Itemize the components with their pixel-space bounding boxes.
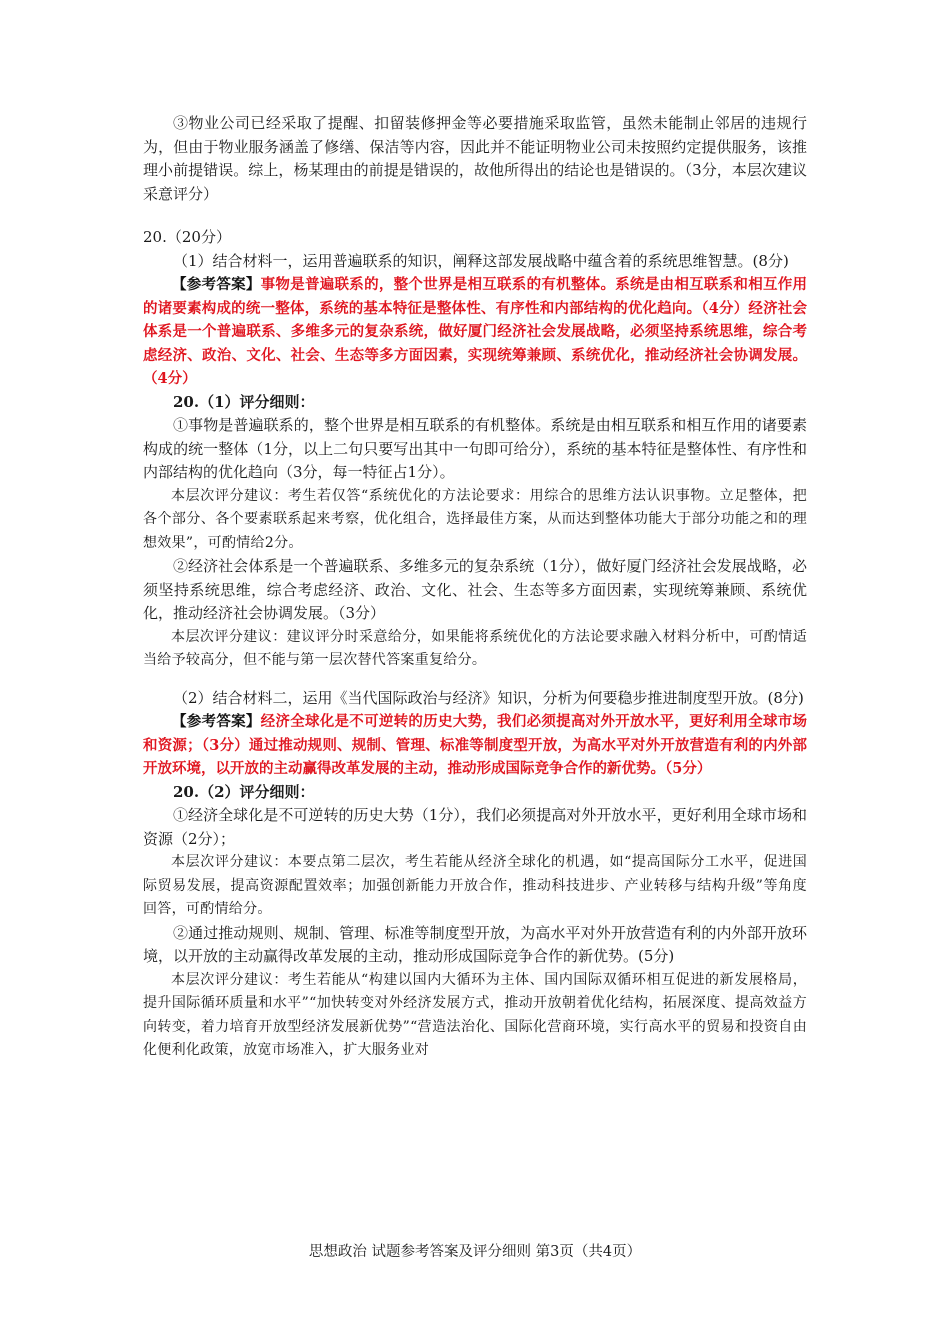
answer-tag: 【参考答案】 <box>172 276 261 293</box>
scoring-point-1: ①事物是普遍联系的，整个世界是相互联系的有机整体。系统是由相互联系和相互作用的诸要素构成的统一整体（1分，以上二句只要写出其中一句即可给分），系统的基本特征是整体性、有序性和内部结构的优化趋向（3分，每一特征占1分）。 <box>143 416 807 481</box>
question-2: （2）结合材料二，运用《当代国际政治与经济》知识，分析为何要稳步推进制度型开放。(8分) <box>173 688 804 707</box>
reference-answer-2 <box>143 710 807 781</box>
answer-text: 事物是普遍联系的，整个世界是相互联系的有机整体。系统是由相互联系和相互作用的诸要素构成的统一整体，系统的基本特征是整体性、有序性和内部结构的优化趋向。（4分）经济社会体系是一个普遍联系、多维多元的复杂系统，做好厦门经济社会发展战略，必须坚持系统思维，综合考虑经济、政治、文化、社会、生态等多方面因素，实现统筹兼顾、系统优化，推动经济社会协调发展。（4分） <box>143 276 808 387</box>
scoring-point-3: ①经济全球化是不可逆转的历史大势（1分），我们必须提高对外开放水平，更好利用全球市场和资源（2分）； <box>143 806 807 848</box>
scoring-point-4: ②通过推动规则、规制、管理、标准等制度型开放，为高水平对外开放营造有利的内外部开放环境，以开放的主动赢得改革发展的主动，推动形成国际竞争合作的新优势。(5分) <box>143 923 807 965</box>
document-body <box>143 112 807 1063</box>
scoring-note-2: 本层次评分建议：建议评分时采意给分，如果能将系统优化的方法论要求融入材料分析中，可酌情适当给予较高分，但不能与第一层次替代答案重复给分。 <box>143 628 807 668</box>
answer-tag: 【参考答案】 <box>172 713 261 730</box>
question-number: 20.（20分） <box>143 228 231 246</box>
reference-answer-1 <box>143 273 807 391</box>
page-footer: 思想政治 试题参考答案及评分细则 第3页（共4页） <box>308 1244 642 1260</box>
scoring-note-3: 本层次评分建议：本要点第二层次，考生若能从经济全球化的机遇，如“提高国际分工水平，促进国际贸易发展，提高资源配置效率；加强创新能力开放合作，推动科技进步、产业转移与结构升级”等角度回答，可酌情给分。 <box>143 854 807 917</box>
scoring-heading-2: 20.（2）评分细则： <box>173 782 315 801</box>
scoring-note-4: 本层次评分建议：考生若能从“构建以国内大循环为主体、国内国际双循环相互促进的新发展格局，提升国际循环质量和水平”“加快转变对外经济发展方式，推动开放朝着优化结构，拓展深度、提高效益方向转变，着力培育开放型经济发展新优势”“营造法治化、国际化营商环境，实行高水平的贸易和投资自由化便利化政策，放宽市场准入，扩大服务业对 <box>143 971 807 1058</box>
scoring-point-2: ②经济社会体系是一个普遍联系、多维多元的复杂系统（1分），做好厦门经济社会发展战略，必须坚持系统思维，综合考虑经济、政治、文化、社会、生态等多方面因素，实现统筹兼顾、系统优化，推动经济社会协调发展。（3分） <box>143 557 807 622</box>
answer-text: 经济全球化是不可逆转的历史大势，我们必须提高对外开放水平，更好利用全球市场和资源；（3分）通过推动规则、规制、管理、标准等制度型开放，为高水平对外开放营造有利的内外部开放环境，以开放的主动赢得改革发展的主动，推动形成国际竞争合作的新优势。（5分） <box>143 713 808 777</box>
paragraph-item-3: ③物业公司已经采取了提醒、扣留装修押金等必要措施采取监管，虽然未能制止邻居的违规行为，但由于物业服务涵盖了修缮、保洁等内容，因此并不能证明物业公司未按照约定提供服务，该推理小前提错误。综上，杨某理由的前提是错误的，故他所得出的结论也是错误的。（3分，本层次建议采意评分） <box>143 114 807 203</box>
scoring-heading-1: 20.（1）评分细则： <box>173 392 315 411</box>
question-1: （1）结合材料一，运用普遍联系的知识，阐释这部发展战略中蕴含着的系统思维智慧。(8分) <box>173 251 789 270</box>
scoring-note-1: 本层次评分建议：考生若仅答“系统优化的方法论要求：用综合的思维方法认识事物。立足整体，把各个部分、各个要素联系起来考察，优化组合，选择最佳方案，从而达到整体功能大于部分功能之和的理想效果”，可酌情给2分。 <box>143 487 807 551</box>
